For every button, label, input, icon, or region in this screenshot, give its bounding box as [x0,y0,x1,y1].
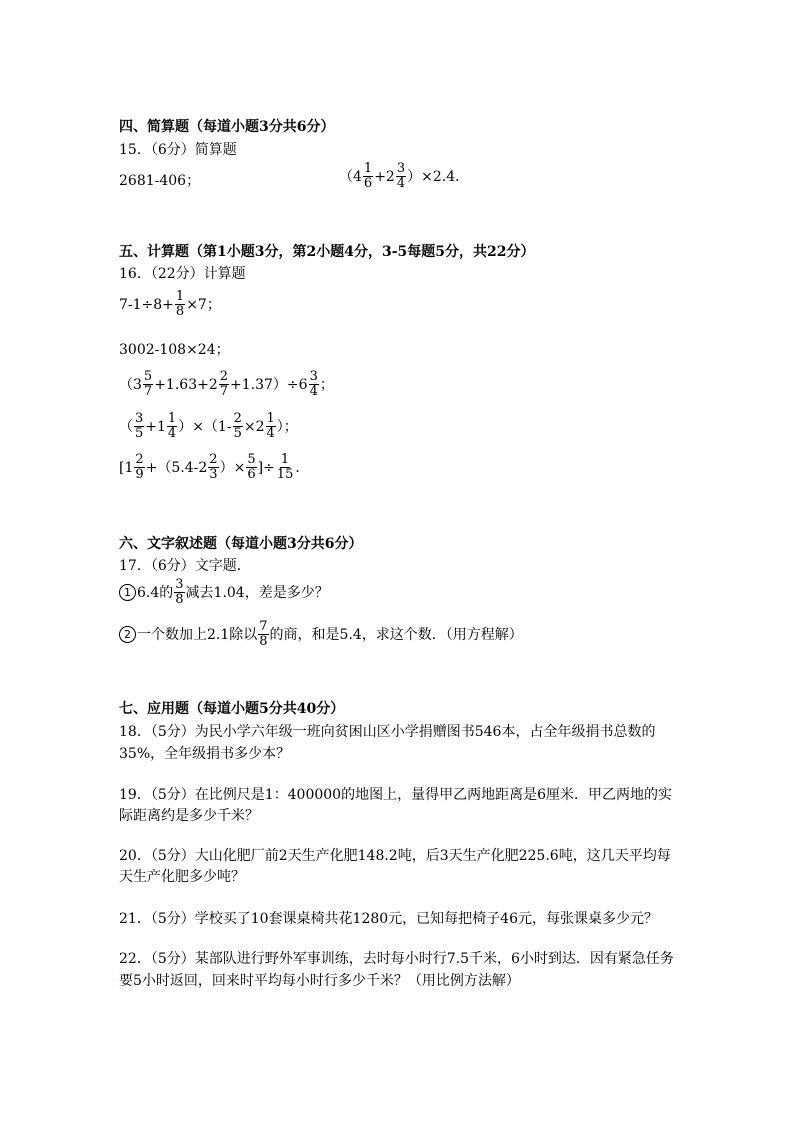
fraction: $\frac{3}{4}$ [309,369,318,399]
q15-expr-2: （4 $\frac{1}{6}$ +2 $\frac{3}{4}$ ）×2.4． [339,161,470,191]
q18-line-1: 18．（5分）为民小学六年级一班向贫困山区小学捐赠图书546本，占全年级捐书总数的 [119,724,656,740]
fraction: $\frac{5}{6}$ [247,452,256,482]
q17-sub-1: 1 6.4的 $\frac{3}{8}$ 减去1.04，差是多少？ [119,578,329,607]
q16-expr-5: [1 $\frac{2}{9}$ +（5.4-2 $\frac{2}{3}$ ）× $\frac{5}{6}$ ]÷ $\frac{1}{15}$ ． [119,452,310,482]
circled-number: 2 [119,626,136,643]
section-heading-7: 七、应用题（每道小题5分共40分） [119,701,345,717]
circled-number: 1 [119,584,136,601]
fraction: $\frac{2}{3}$ [209,452,218,482]
q22-line-2: 要5小时返回，回来时平均每小时行多少千米？（用比例方法解） [119,973,520,989]
fraction: $\frac{5}{7}$ [143,369,153,399]
fraction: $\frac{1}{6}$ [363,161,373,191]
fraction: $\frac{2}{5}$ [233,411,242,441]
q19-line-2: 际距离约是多少千米？ [119,808,259,824]
fraction: $\frac{7}{8}$ [259,619,268,649]
q16-expr-3: （3 $\frac{5}{7}$ +1.63+2 $\frac{2}{7}$ +1.37）÷6 $\frac{3}{4}$ ； [119,369,334,399]
q22-line-1: 22．（5分）某部队进行野外军事训练，去时每小时行7.5千米，6小时到达．因有紧急任务 [119,951,674,967]
q16-expr-4: （ $\frac{3}{5}$ +1 $\frac{1}{4}$ ）×（1- $\frac{2}{5}$ ×2 $\frac{1}{4}$ ）； [119,411,298,441]
fraction: $\frac{1}{4}$ [266,411,275,441]
q15-title: 15．（6分）简算题 [119,142,237,158]
fraction: $\frac{1}{15}$ [276,452,294,482]
section-heading-6: 六、文字叙述题（每道小题3分共6分） [119,536,363,552]
fraction: $\frac{3}{4}$ [396,161,406,191]
fraction: $\frac{2}{9}$ [135,452,144,482]
fraction: $\frac{1}{4}$ [167,411,177,441]
fraction: $\frac{2}{7}$ [219,369,229,399]
fraction: $\frac{1}{8}$ [175,289,185,319]
fraction: $\frac{3}{5}$ [135,411,144,441]
q16-expr-2: 3002-108×24； [119,342,230,358]
q19-line-1: 19．（5分）在比例尺是1：400000的地图上，量得甲乙两地距离是6厘米．甲乙两地的实 [119,787,672,803]
q16-expr-1: 7-1÷8+ $\frac{1}{8}$ ×7； [119,289,221,319]
q16-title: 16．（22分）计算题 [119,266,246,282]
q20-line-2: 天生产化肥多少吨？ [119,869,245,885]
section-heading-5: 五、计算题（第1小题3分，第2小题4分，3-5每题5分，共22分） [119,244,535,260]
q18-line-2: 35%，全年级捐书多少本？ [119,746,291,762]
q17-title: 17．（6分）文字题． [119,558,251,574]
section-heading-4: 四、简算题（每道小题3分共6分） [119,119,335,135]
fraction: $\frac{3}{8}$ [175,577,184,607]
q21-line-1: 21．（5分）学校买了10套课桌椅共花1280元，已知每把椅子46元，每张课桌多少元？ [119,911,658,927]
q20-line-1: 20．（5分）大山化肥厂前2天生产化肥148.2吨，后3天生产化肥225.6吨，这几天平均每 [119,848,671,864]
q15-expr-1: 2681-406； [119,173,201,189]
q17-sub-2: 2 一个数加上2.1除以 $\frac{7}{8}$ 的商，和是5.4，求这个数．（用方程解） [119,620,523,649]
